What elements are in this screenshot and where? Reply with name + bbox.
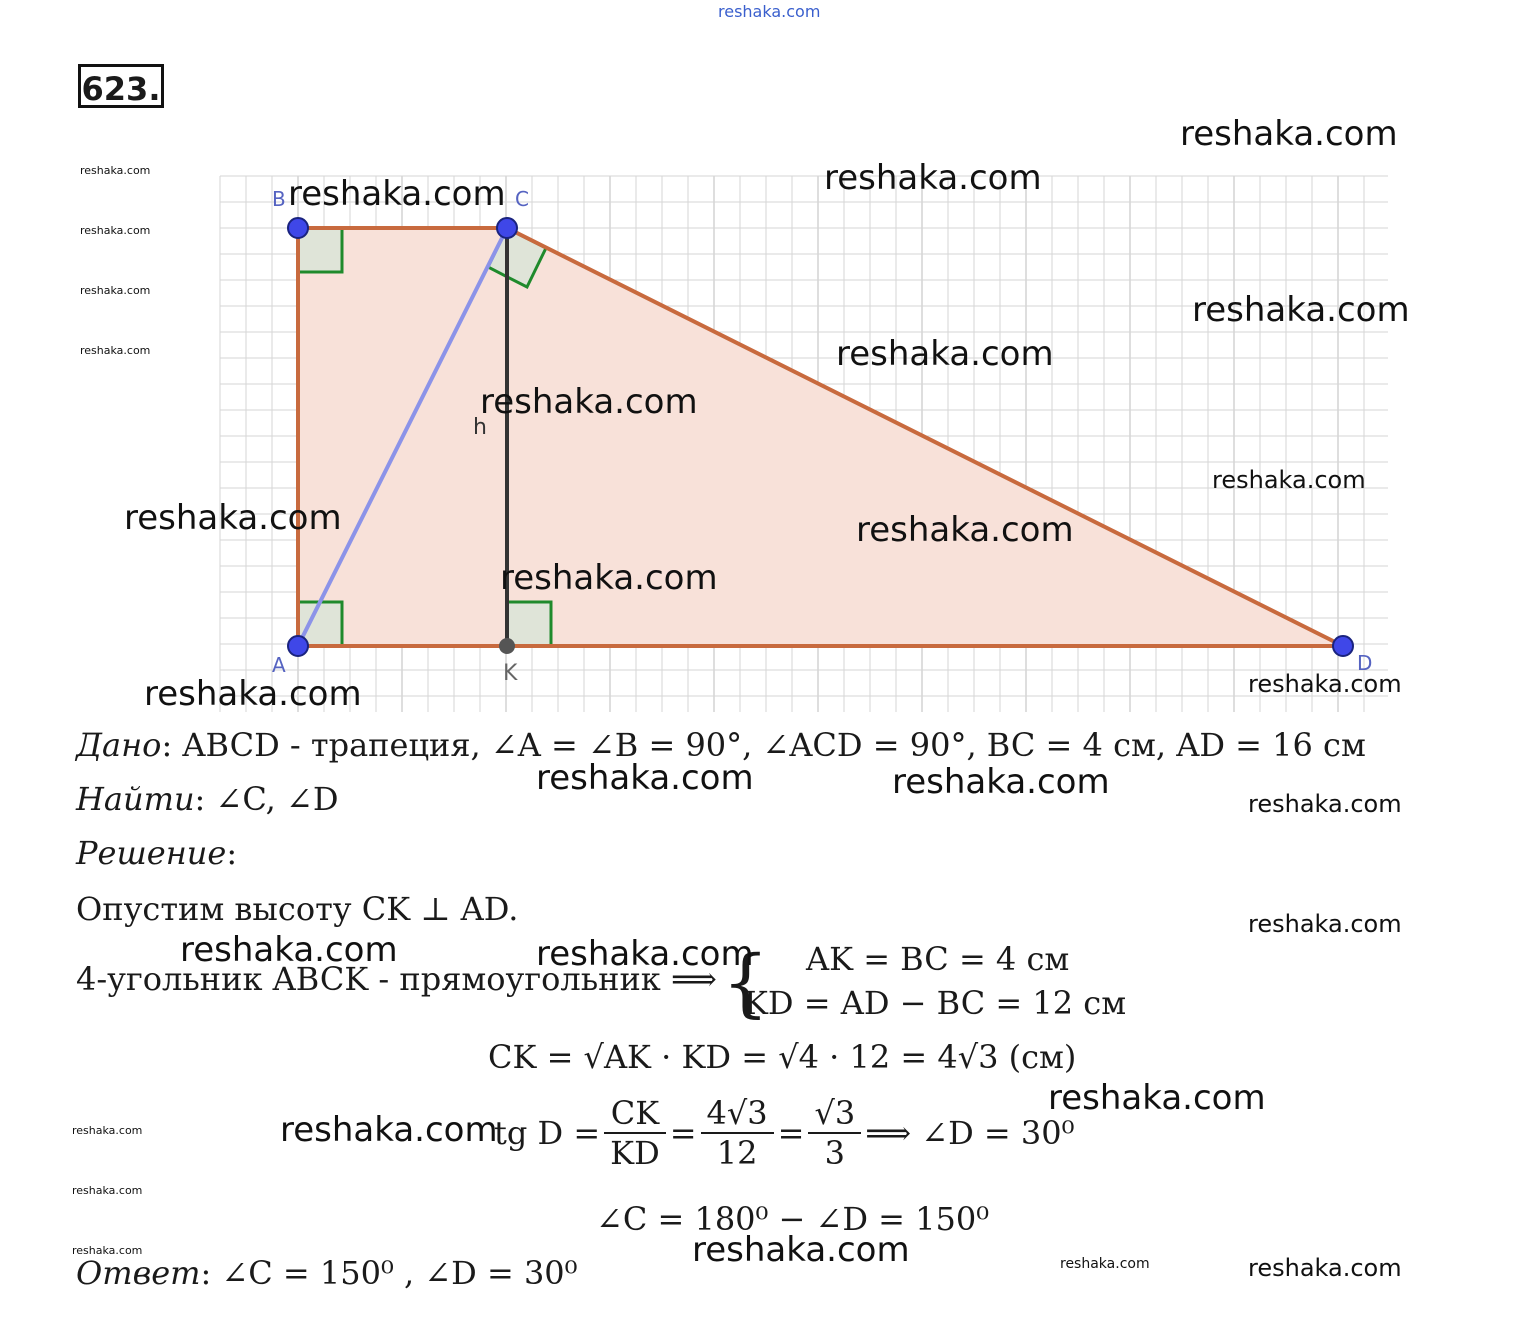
watermark: reshaka.com [180,930,398,970]
answer-label: Ответ [76,1254,201,1292]
watermark: reshaka.com [80,344,151,357]
watermark: reshaka.com [80,224,151,237]
find-label: Найти [76,780,195,818]
tg-formula: tg D = $\frac{CK}{KD}$ = $\frac{4√3}{12}$ = $\frac{√3}{3}$ ⟹ ∠D = 30⁰ [494,1094,1075,1172]
point-a [288,636,308,656]
site-header[interactable]: reshaka.com [718,2,821,21]
watermark: reshaka.com [280,1110,498,1150]
watermark: reshaka.com [1248,910,1402,938]
system-brace: { [722,940,770,1026]
watermark: reshaka.com [824,158,1042,198]
watermark: reshaka.com [1212,466,1366,494]
watermark: reshaka.com [1248,670,1402,698]
angle-c-formula: ∠C = 180⁰ − ∠D = 150⁰ [596,1200,990,1238]
solution-heading [76,834,237,872]
solution-colon: : [226,834,238,872]
watermark: reshaka.com [856,510,1074,550]
watermark: reshaka.com [72,1184,143,1197]
system-line-1: AK = BC = 4 см [806,940,1070,978]
step-1: Опустим высоту CK ⊥ AD. [76,890,519,928]
solution-label: Решение [76,834,227,872]
tg-result: ⟹ ∠D = 30⁰ [865,1114,1075,1152]
watermark: reshaka.com [80,164,151,177]
label-k: K [503,661,518,686]
label-h: h [473,415,487,440]
watermark: reshaka.com [1180,114,1398,154]
label-c: C [515,187,529,211]
find-line [76,780,338,818]
watermark: reshaka.com [124,498,342,538]
find-text: : ∠C, ∠D [194,780,339,818]
watermark: reshaka.com [1060,1256,1150,1272]
tg-fraction-2: $\frac{4√3}{12}$ [701,1094,774,1172]
watermark: reshaka.com [288,174,506,214]
system-line-2: KD = AD − BC = 12 см [744,984,1127,1022]
label-b: B [272,187,286,211]
watermark: reshaka.com [1248,790,1402,818]
watermark: reshaka.com [80,284,151,297]
watermark: reshaka.com [144,674,362,714]
tg-fraction-1: $\frac{CK}{KD}$ [604,1094,666,1172]
watermark: reshaka.com [1048,1078,1266,1118]
point-c [497,218,517,238]
label-d: D [1357,651,1373,675]
point-d [1333,636,1353,656]
given-text: : ABCD - трапеция, ∠A = ∠B = 90°, ∠ACD = 90°, BC = 4 см, AD = 16 см [161,726,1366,764]
answer-text: : ∠C = 150⁰ , ∠D = 30⁰ [200,1254,578,1292]
point-b [288,218,308,238]
label-a: A [272,653,286,677]
watermark: reshaka.com [836,334,1054,374]
watermark: reshaka.com [500,558,718,598]
step-2: 4-угольник ABCK - прямоугольник ⟹ [76,960,717,998]
point-k [499,638,515,654]
watermark: reshaka.com [536,758,754,798]
watermark: reshaka.com [480,382,698,422]
answer-line [76,1254,577,1292]
watermark: reshaka.com [536,934,754,974]
watermark: reshaka.com [692,1230,910,1270]
tg-fraction-3: $\frac{√3}{3}$ [808,1094,861,1172]
angle-mark-k [507,602,551,646]
watermark: reshaka.com [1248,1254,1402,1282]
watermark: reshaka.com [72,1244,143,1257]
watermark: reshaka.com [892,762,1110,802]
given-label: Дано [76,726,162,764]
trapezoid-fill [298,228,1343,646]
tg-prefix: tg D = [494,1114,601,1152]
watermark: reshaka.com [72,1124,143,1137]
ck-formula: CK = √AK · KD = √4 · 12 = 4√3 (см) [488,1038,1077,1076]
watermark: reshaka.com [1192,290,1410,330]
problem-number: 623. [78,64,164,108]
